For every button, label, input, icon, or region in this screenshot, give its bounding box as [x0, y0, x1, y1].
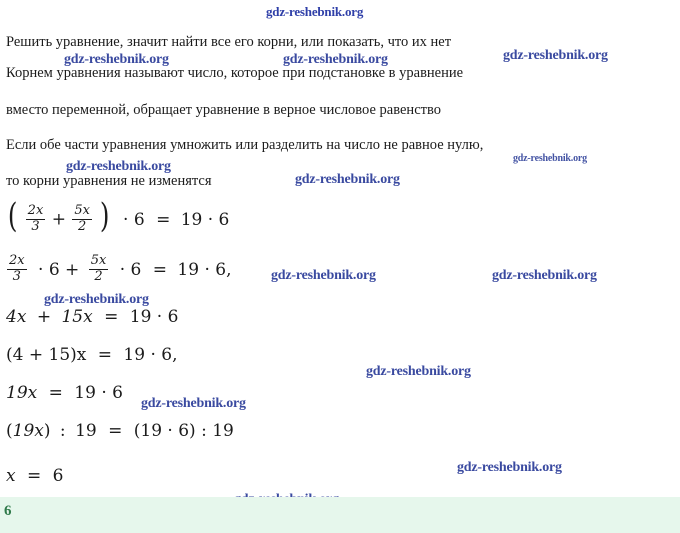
- watermark-top: gdz-reshebnik.org: [266, 4, 364, 19]
- fraction-2x-over-3: [7, 254, 27, 284]
- equals-operator: =: [97, 345, 113, 365]
- footer-band: [0, 497, 680, 533]
- fraction-numerator: 2x: [9, 253, 25, 268]
- page-number: 6: [4, 503, 12, 519]
- right-hand-side: 19 · 6,: [123, 345, 178, 365]
- watermark: gdz-reshebnik.org: [66, 159, 171, 174]
- fraction-denominator: 2: [89, 269, 109, 285]
- math-step-2: [6, 255, 231, 285]
- rule-text-line-3: вместо переменной, обращает уравнение в верное числовое равенство: [6, 102, 441, 118]
- equals-operator: =: [104, 307, 119, 327]
- lparen: (: [6, 421, 13, 441]
- fraction-numerator: 5x: [90, 253, 107, 268]
- fraction-denominator: 2: [72, 219, 92, 235]
- grouped-coefficients: (4 + 15)x: [6, 345, 87, 365]
- math-step-7: [6, 466, 63, 486]
- solution-value: 6: [52, 466, 64, 486]
- colon-operator: :: [59, 421, 66, 441]
- fraction-5x-over-2: [72, 204, 92, 234]
- watermark: gdz-reshebnik.org: [44, 292, 149, 307]
- rule-text-line-5: то корни уравнения не изменятся: [6, 173, 212, 189]
- rule-text-line-1: Решить уравнение, значит найти все его корни, или показать, что их нет: [6, 34, 452, 50]
- equals-operator: =: [48, 383, 63, 403]
- watermark: gdz-reshebnik.org: [141, 396, 246, 411]
- rule-text-line-4: Если обе части уравнения умножить или разделить на число не равное нулю,: [6, 137, 484, 153]
- equals-operator: =: [108, 421, 123, 441]
- fraction-denominator: 3: [7, 269, 27, 285]
- right-side-division: (19 · 6) : 19: [133, 421, 234, 441]
- watermark: gdz-reshebnik.org: [457, 460, 562, 475]
- watermark: gdz-reshebnik.org: [64, 52, 169, 67]
- equals-operator: =: [152, 259, 167, 280]
- fraction-numerator: 5x: [74, 203, 90, 218]
- equals-operator: =: [156, 209, 171, 230]
- math-step-5: [6, 383, 123, 403]
- multiply-by-six: · 6: [123, 209, 145, 230]
- fraction-numerator: 2x: [27, 203, 44, 218]
- left-side-division: [6, 421, 56, 441]
- term-15x: 15x: [61, 307, 93, 327]
- right-hand-side: 19 · 6: [180, 209, 230, 230]
- rparen: ): [43, 421, 51, 441]
- watermark: gdz-reshebnik.org: [492, 268, 597, 283]
- right-hand-side: 19 · 6,: [177, 259, 232, 280]
- math-step-4: [6, 345, 178, 365]
- right-hand-side: 19 · 6: [129, 307, 179, 327]
- right-hand-side: 19 · 6: [74, 383, 123, 403]
- term-19x: 19x: [12, 421, 44, 441]
- term-4x: 4x: [6, 307, 27, 327]
- multiply-by-six: · 6: [119, 259, 142, 280]
- math-step-3: [6, 307, 178, 327]
- equals-operator: =: [27, 466, 42, 486]
- fraction-denominator: 3: [26, 219, 46, 235]
- divisor-left: 19: [75, 421, 97, 441]
- watermark: gdz-reshebnik.org: [366, 364, 471, 379]
- plus-operator: +: [36, 307, 52, 327]
- watermark: gdz-reshebnik.org: [283, 52, 388, 67]
- variable-x: x: [6, 466, 16, 486]
- plus-operator: +: [51, 209, 66, 230]
- watermark: gdz-reshebnik.org: [513, 153, 587, 164]
- watermark: gdz-reshebnik.org: [295, 172, 400, 187]
- multiply-by-six-plus: · 6 +: [38, 259, 80, 280]
- watermark: gdz-reshebnik.org: [503, 48, 608, 63]
- term-19x: 19x: [6, 383, 38, 403]
- math-step-6: [6, 421, 234, 441]
- fraction-2x-over-3: [26, 204, 46, 234]
- math-step-1: ( $\frac{2x}{3}$ + $\frac{5x}{2}$ ) · 6 = 19 · 6: [7, 195, 230, 236]
- watermark: gdz-reshebnik.org: [271, 268, 376, 283]
- fraction-5x-over-2: [89, 254, 109, 284]
- rule-text-line-2: Корнем уравнения называют число, которое при подстановке в уравнение: [6, 65, 464, 81]
